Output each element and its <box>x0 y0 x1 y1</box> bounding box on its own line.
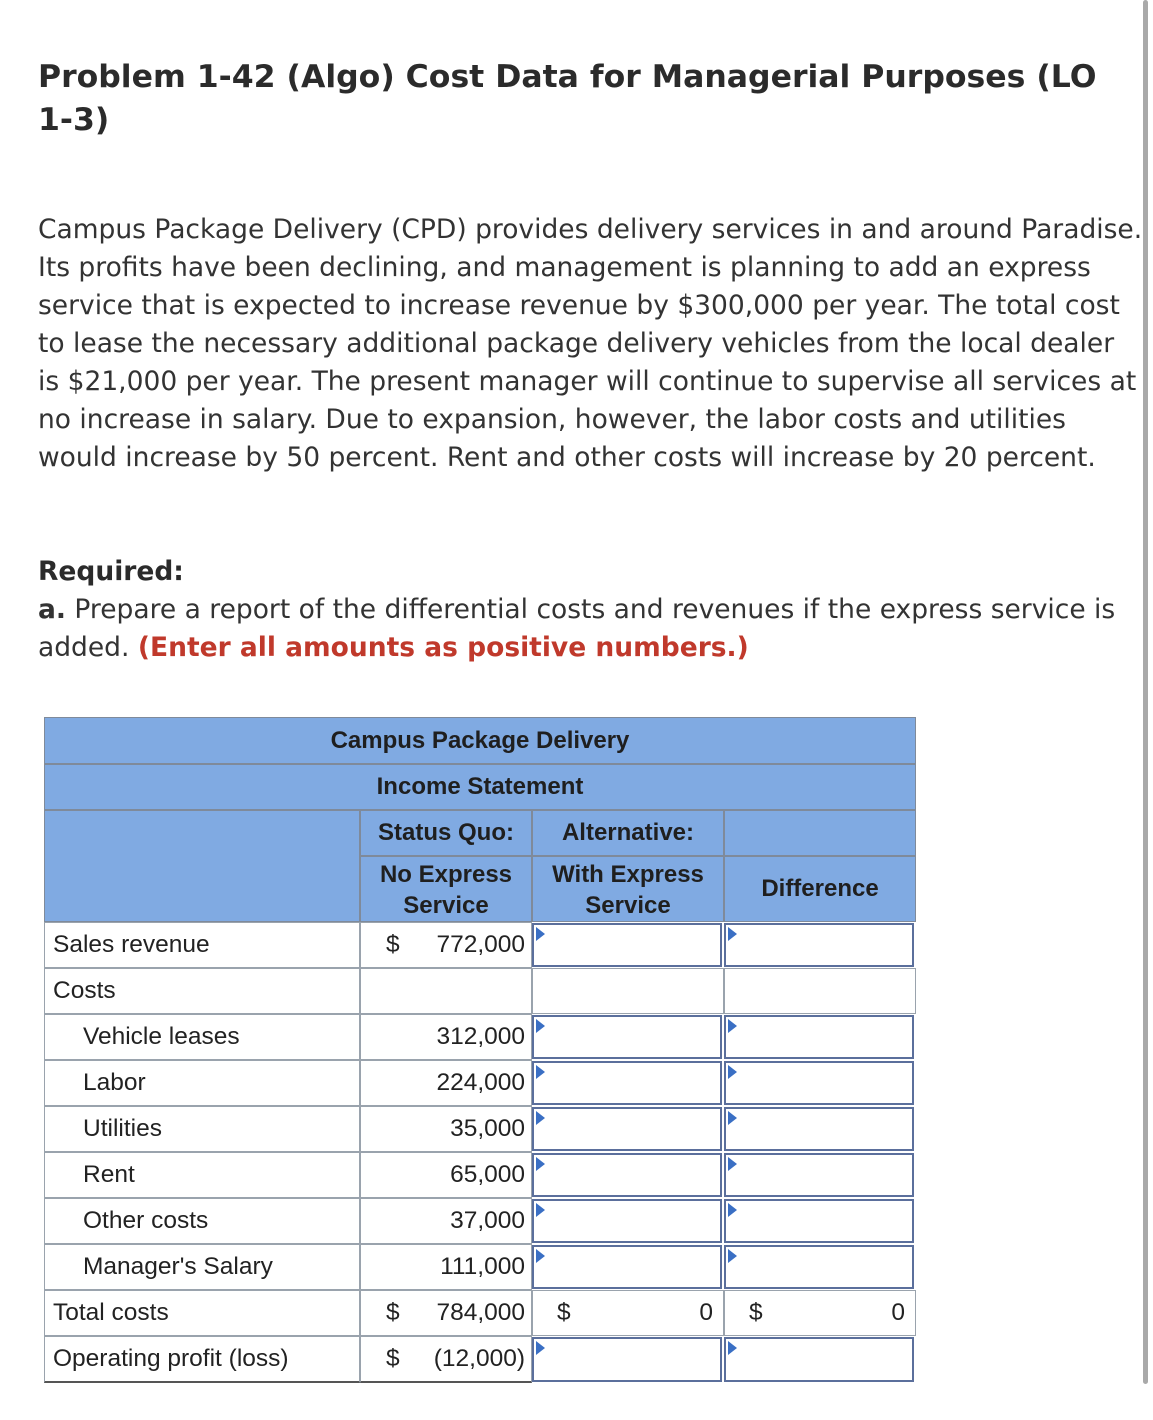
labor-status-quo: 224,000 <box>360 1060 532 1106</box>
total-costs-difference-value: 0 <box>891 1299 905 1326</box>
flag-icon <box>536 1341 545 1355</box>
utilities-label: Utilities <box>44 1106 360 1152</box>
alternative-header-top: Alternative: <box>532 810 724 856</box>
dollar-sign: $ <box>749 1299 763 1326</box>
required-letter: a. <box>38 594 66 625</box>
rent-status-quo: 65,000 <box>360 1152 532 1198</box>
total-costs-value: 784,000 <box>436 1299 525 1326</box>
manager-salary-status-quo: 111,000 <box>360 1244 532 1290</box>
operating-profit-status-quo <box>360 1336 532 1383</box>
operating-profit-alternative-input[interactable] <box>532 1337 722 1382</box>
required-part-a <box>38 591 1143 667</box>
flag-icon <box>536 1249 545 1263</box>
sales-revenue-alternative-field[interactable] <box>534 925 720 965</box>
sales-revenue-status-quo <box>360 922 532 968</box>
flag-icon <box>728 1157 737 1171</box>
vehicle-leases-status-quo: 312,000 <box>360 1014 532 1060</box>
problem-text: Campus Package Delivery (CPD) provides delivery services in and around Paradise. Its profits have been declining, and management is planning to add an express service that is expected to increase revenue by $300,000 per year. The total cost to lease the necessary additional package delivery vehicles from the local dealer is $21,000 per year. The present manager will continue to supervise all services at no increase in salary. Due to expansion, however, the labor costs and utilities would increase by 50 percent. Rent and other costs will increase by 20 percent. <box>38 214 1143 473</box>
required-heading: Required: <box>38 556 184 587</box>
other-costs-label: Other costs <box>44 1198 360 1244</box>
sales-revenue-label: Sales revenue <box>44 922 360 968</box>
operating-profit-label: Operating profit (loss) <box>44 1336 360 1383</box>
vehicle-leases-alternative-field[interactable] <box>534 1017 720 1057</box>
dollar-sign: $ <box>386 931 400 958</box>
required-block <box>38 553 1143 667</box>
difference-header-top <box>724 810 916 856</box>
dollar-sign: $ <box>386 1345 400 1372</box>
rent-difference-field[interactable] <box>726 1155 912 1195</box>
costs-status-quo-empty <box>360 968 532 1014</box>
manager-salary-alternative-input[interactable] <box>532 1245 722 1289</box>
other-costs-difference-input[interactable] <box>724 1199 914 1243</box>
other-costs-status-quo: 37,000 <box>360 1198 532 1244</box>
manager-salary-label: Manager's Salary <box>44 1244 360 1290</box>
status-quo-header-top: Status Quo: <box>360 810 532 856</box>
costs-difference-empty <box>724 968 916 1014</box>
alternative-header-bottom: With Express Service <box>532 856 724 922</box>
operating-profit-difference-input[interactable] <box>724 1337 914 1382</box>
difference-header: Difference <box>724 856 916 922</box>
flag-icon <box>728 1111 737 1125</box>
vehicle-leases-label: Vehicle leases <box>44 1014 360 1060</box>
vehicle-leases-difference-field[interactable] <box>726 1017 912 1057</box>
label-column-header <box>44 810 360 922</box>
costs-alternative-empty <box>532 968 724 1014</box>
flag-icon <box>728 1341 737 1355</box>
total-costs-alternative <box>532 1290 724 1336</box>
flag-icon <box>536 1111 545 1125</box>
utilities-difference-input[interactable] <box>724 1107 914 1151</box>
page-title: Problem 1-42 (Algo) Cost Data for Managerial Purposes (LO 1-3) <box>38 59 1097 138</box>
sales-revenue-difference-field[interactable] <box>726 925 912 965</box>
operating-profit-value: (12,000) <box>433 1345 525 1372</box>
labor-label: Labor <box>44 1060 360 1106</box>
sales-revenue-difference-input[interactable] <box>724 923 914 967</box>
labor-alternative-field[interactable] <box>534 1063 720 1103</box>
statement-title-header: Income Statement <box>44 764 916 810</box>
flag-icon <box>728 1249 737 1263</box>
flag-icon <box>728 1065 737 1079</box>
utilities-alternative-field[interactable] <box>534 1109 720 1149</box>
costs-label: Costs <box>44 968 360 1014</box>
manager-salary-difference-field[interactable] <box>726 1247 912 1287</box>
flag-icon <box>728 927 737 941</box>
company-name-header: Campus Package Delivery <box>44 717 916 764</box>
utilities-status-quo: 35,000 <box>360 1106 532 1152</box>
dollar-sign: $ <box>386 1299 400 1326</box>
flag-icon <box>536 1065 545 1079</box>
flag-icon <box>536 1203 545 1217</box>
flag-icon <box>536 1019 545 1033</box>
other-costs-difference-field[interactable] <box>726 1201 912 1241</box>
total-costs-label: Total costs <box>44 1290 360 1336</box>
rent-label: Rent <box>44 1152 360 1198</box>
total-costs-alternative-value: 0 <box>699 1299 713 1326</box>
labor-difference-field[interactable] <box>726 1063 912 1103</box>
total-costs-status-quo <box>360 1290 532 1336</box>
operating-profit-difference-field[interactable] <box>726 1339 912 1380</box>
required-text: Prepare a report of the differential costs and revenues if the express service is added. <box>38 594 1116 663</box>
vehicle-leases-difference-input[interactable] <box>724 1015 914 1059</box>
utilities-alternative-input[interactable] <box>532 1107 722 1151</box>
rent-alternative-input[interactable] <box>532 1153 722 1197</box>
sales-revenue-alternative-input[interactable] <box>532 923 722 967</box>
labor-alternative-input[interactable] <box>532 1061 722 1105</box>
scrollbar[interactable] <box>1143 0 1148 1384</box>
required-instruction: (Enter all amounts as positive numbers.) <box>137 632 749 663</box>
flag-icon <box>536 1157 545 1171</box>
utilities-difference-field[interactable] <box>726 1109 912 1149</box>
labor-difference-input[interactable] <box>724 1061 914 1105</box>
sales-revenue-value: 772,000 <box>436 931 525 958</box>
other-costs-alternative-input[interactable] <box>532 1199 722 1243</box>
total-costs-difference <box>724 1290 916 1336</box>
flag-icon <box>728 1203 737 1217</box>
manager-salary-difference-input[interactable] <box>724 1245 914 1289</box>
dollar-sign: $ <box>557 1299 571 1326</box>
flag-icon <box>536 927 545 941</box>
flag-icon <box>728 1019 737 1033</box>
rent-difference-input[interactable] <box>724 1153 914 1197</box>
other-costs-alternative-field[interactable] <box>534 1201 720 1241</box>
rent-alternative-field[interactable] <box>534 1155 720 1195</box>
status-quo-header-bottom: No Express Service <box>360 856 532 922</box>
operating-profit-alternative-field[interactable] <box>534 1339 720 1380</box>
vehicle-leases-alternative-input[interactable] <box>532 1015 722 1059</box>
manager-salary-alternative-field[interactable] <box>534 1247 720 1287</box>
